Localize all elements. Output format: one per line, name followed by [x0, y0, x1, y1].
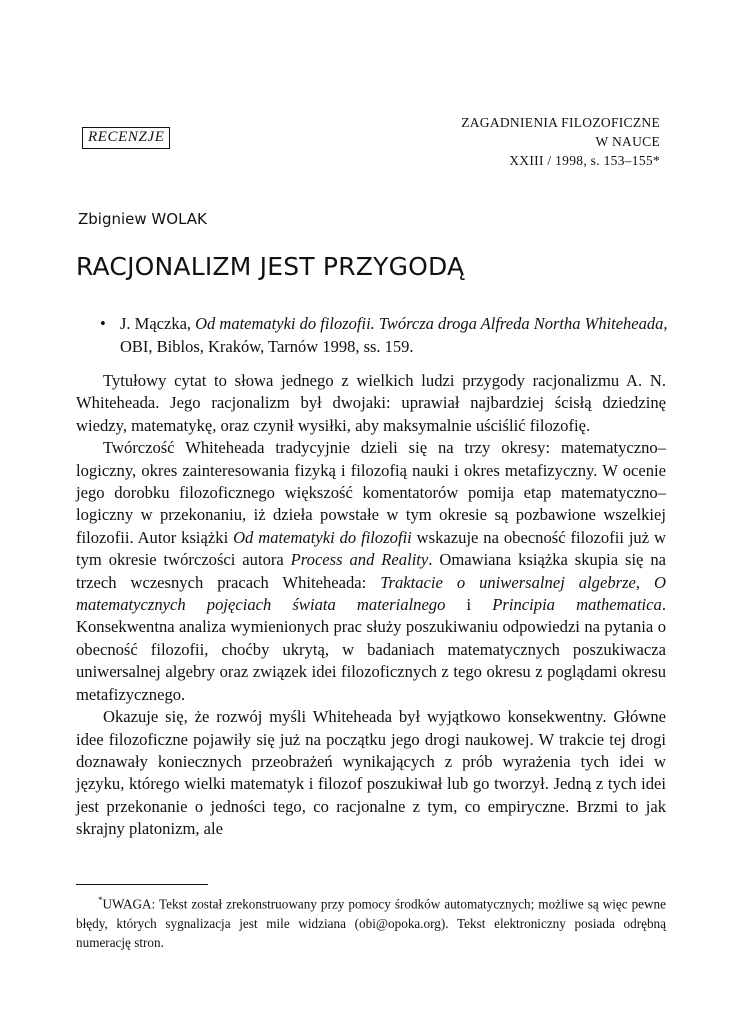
p2-text-e: i [445, 595, 493, 615]
reviewed-author: J. Mączka, [120, 314, 196, 333]
footnote [76, 891, 666, 953]
p2-text-b: wskazuje na obecność filozofii już w tym okresie twórczości autora [76, 527, 666, 570]
bullet-icon: • [100, 314, 106, 333]
p2-text-d: , [635, 572, 654, 592]
footnote-rule [76, 884, 208, 885]
p2-italic-title-4: O matematycznych pojęciach świata materialnego [76, 572, 666, 615]
bibliographic-text [120, 313, 670, 358]
p2-italic-title-5: Principia mathematica [492, 595, 662, 615]
p2-text-f: . Konsekwentna analiza wymienionych prac służy poszukiwaniu odpowiedzi na pytania o obecność filozofii, choćby ukrytą, w badaniach matematycznych poszukiwacza uniwersalnej algebry oraz związek idei filozoficznych z tego okresu z poglądami okresu metafizycznego. [76, 595, 666, 704]
article-author: Zbigniew WOLAK [78, 210, 207, 228]
footnote-text: UWAGA: Tekst został zrekonstruowany przy pomocy środków automatycznych; możliwe są więc pewne błędy, których sygnalizacja jest mile widziana (obi@opoka.org). Tekst elektroniczny posiada odrębną numerację stron. [76, 896, 666, 951]
bibliographic-entry [100, 313, 670, 358]
journal-name: ZAGADNIENIA FILOZOFICZNE [461, 115, 660, 130]
paragraph-1: Tytułowy cytat to słowa jednego z wielkich ludzi przygody racjonalizmu A. N. Whiteheada. Jego racjonalizm był dwojaki: uprawiał najbardziej ścisłą dziedzinę wiedzy, matematykę, oraz czynił wysiłki, aby maksymalnie uściślić filozofię. [76, 371, 666, 435]
p2-text-c: . Omawiana książka skupia się na trzech wczesnych pracach Whiteheada: [76, 550, 666, 592]
journal-subname: W NAUCE [595, 134, 660, 149]
section-label: RECENZJE [82, 127, 170, 149]
journal-issue: XXIII / 1998, s. 153–155* [509, 153, 660, 168]
journal-header [461, 113, 660, 170]
footnote-marker: * [98, 895, 103, 905]
p2-text-a: Twórczość Whiteheada tradycyjnie dzieli się na trzy okresy: matematyczno–logiczny, okres zainteresowania fizyką i filozofią nauki i okres metafizyczny. W ocenie jego dorobku filozoficznego większość komentatorów pomija etap matematyczno–logiczny w przekonaniu, iż dzieła powstałe w tym okresie są pozbawione wszelkiej filozofii. Autor książki [76, 438, 666, 547]
p2-italic-title-2: Process and Reality [290, 550, 429, 570]
paragraph-2 [76, 437, 666, 706]
p2-italic-title-3: Traktacie o uniwersalnej algebrze [380, 572, 636, 592]
reviewed-title: Od matematyki do filozofii. Twórcza droga Alfreda Northa Whiteheada [195, 314, 664, 333]
article-body [76, 370, 666, 841]
article-title: RACJONALIZM JEST PRZYGODĄ [76, 252, 465, 281]
p2-italic-title-1: Od matematyki do filozofii [233, 527, 412, 547]
reviewed-details: , OBI, Biblos, Kraków, Tarnów 1998, ss. 159. [120, 314, 668, 356]
paragraph-3: Okazuje się, że rozwój myśli Whiteheada był wyjątkowo konsekwentny. Główne idee filozoficzne pojawiły się już na początku jego drogi naukowej. W trakcie tej drogi doznawały koniecznych przeobrażeń wynikających z prób wyrażenia tych idei w języku, którego wielki matematyk i filozof poszukiwał lub go tworzył. Jedną z tych idei jest przekonanie o jedności tego, co racjonalne z tym, co empiryczne. Brzmi to jak skrajny platonizm, ale [76, 707, 666, 839]
